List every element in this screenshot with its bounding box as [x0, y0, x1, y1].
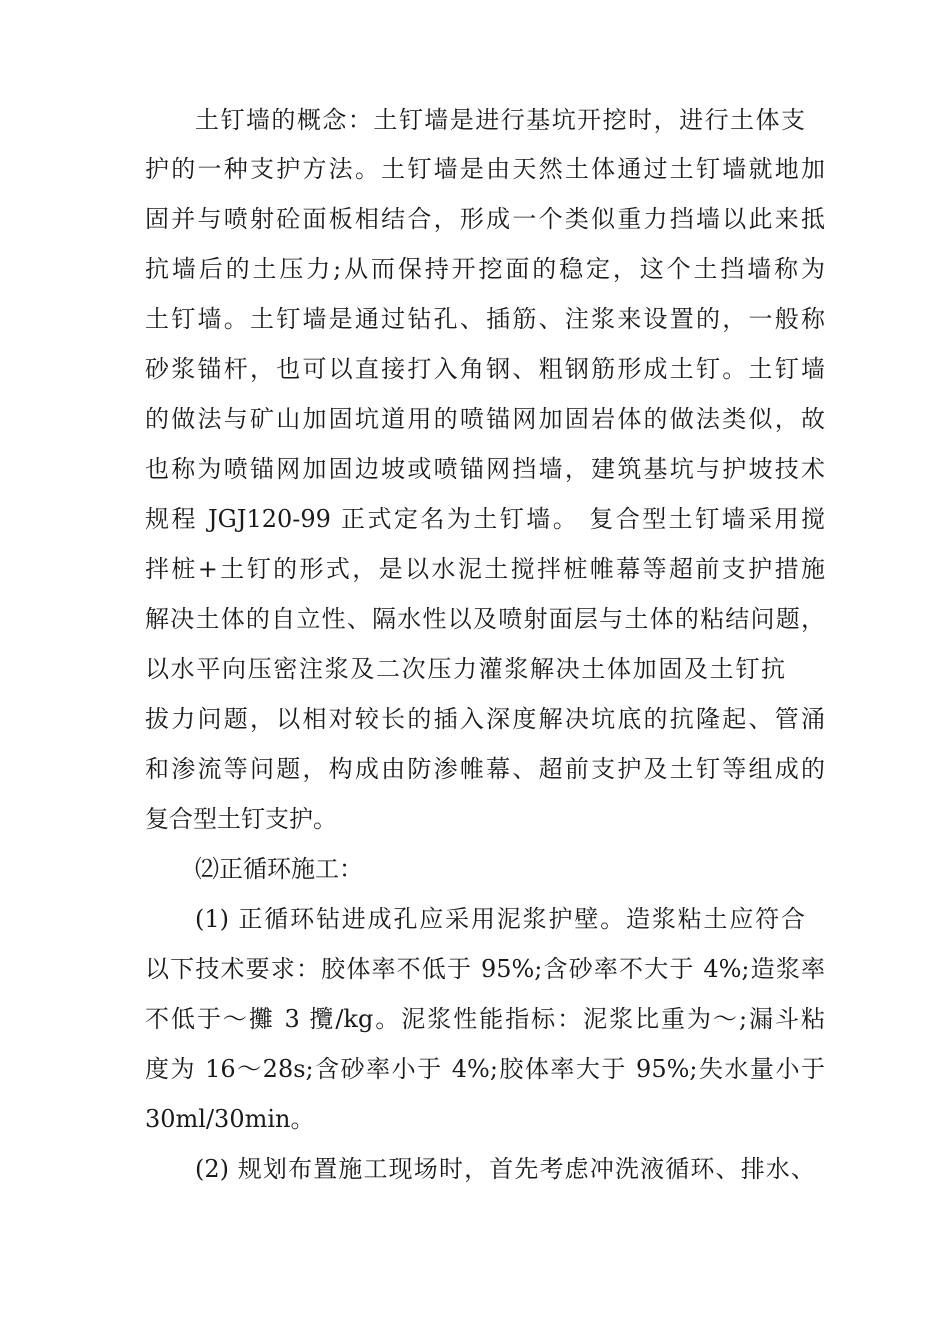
paragraph-line: 砂浆锚杆，也可以直接打入角钢、粗钢筋形成土钉。土钉墙 — [145, 355, 825, 383]
paragraph-line: 以水平向压密注浆及二次压力灌浆解决土体加固及土钉抗 — [145, 655, 785, 683]
section-heading: ⑵正循环施工： — [195, 855, 363, 883]
paragraph-line: 也称为喷锚网加固边坡或喷锚网挡墙，建筑基坑与护坡技术 — [145, 455, 825, 483]
paragraph-line: 护的一种支护方法。土钉墙是由天然土体通过土钉墙就地加 — [145, 155, 825, 183]
paragraph-line: (1) 正循环钻进成孔应采用泥浆护壁。造浆粘土应符合 — [195, 905, 805, 933]
paragraph-line: 拌桩+土钉的形式，是以水泥土搅拌桩帷幕等超前支护措施 — [145, 555, 825, 583]
paragraph-line: 土钉墙。土钉墙是通过钻孔、插筋、注浆来设置的，一般称 — [145, 305, 825, 333]
paragraph-line: 固并与喷射砼面板相结合，形成一个类似重力挡墙以此来抵 — [145, 205, 825, 233]
paragraph-line: 复合型土钉支护。 — [145, 805, 337, 833]
paragraph-line: 30ml/30min。 — [145, 1105, 315, 1133]
paragraph-line: 解决土体的自立性、隔水性以及喷射面层与土体的粘结问题， — [145, 605, 825, 633]
paragraph-line: 拔力问题，以相对较长的插入深度解决坑底的抗隆起、管涌 — [145, 705, 825, 733]
paragraph-line: 不低于～攤 3 攬/kg。泥浆性能指标：泥浆比重为～;漏斗粘 — [145, 1005, 825, 1033]
paragraph-line: 土钉墙的概念：土钉墙是进行基坑开挖时，进行土体支 — [195, 106, 805, 134]
paragraph-line: (2) 规划布置施工现场时，首先考虑冲洗液循环、排水、 — [195, 1155, 815, 1183]
paragraph-line: 和渗流等问题，构成由防渗帷幕、超前支护及土钉等组成的 — [145, 755, 825, 783]
paragraph-line: 规程 JGJ120-99 正式定名为土钉墙。 复合型土钉墙采用搅 — [145, 505, 825, 533]
paragraph-line: 抗墙后的土压力;从而保持开挖面的稳定，这个土挡墙称为 — [145, 255, 825, 283]
paragraph-line: 以下技术要求：胶体率不低于 95%;含砂率不大于 4%;造浆率 — [145, 955, 825, 983]
paragraph-line: 度为 16～28s;含砂率小于 4%;胶体率大于 95%;失水量小于 — [145, 1055, 825, 1083]
paragraph-line: 的做法与矿山加固坑道用的喷锚网加固岩体的做法类似，故 — [145, 405, 825, 433]
